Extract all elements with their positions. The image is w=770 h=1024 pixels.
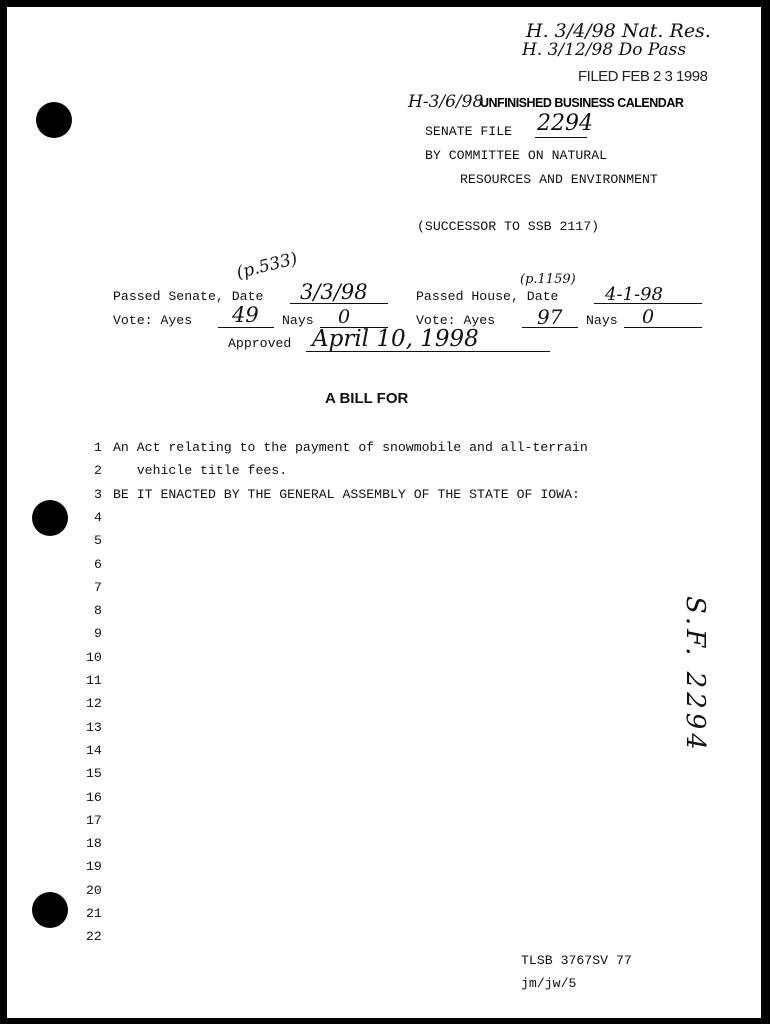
senate-file-underline — [535, 137, 587, 138]
line-number: 12 — [86, 696, 102, 712]
approved-label: Approved — [228, 336, 292, 351]
bill-text-line: An Act relating to the payment of snowmobile and all-terrain — [113, 440, 588, 455]
senate-file-number: 2294 — [537, 111, 593, 136]
successor-note: (SUCCESSOR TO SSB 2117) — [417, 219, 600, 234]
bill-heading: A BILL FOR — [325, 390, 409, 407]
senate-ayes: 49 — [232, 303, 259, 327]
line-number: 18 — [86, 836, 102, 852]
senate-file-label: SENATE FILE — [425, 124, 513, 139]
house-date: 4-1-98 — [605, 284, 663, 305]
sponsor-line-1: BY COMMITTEE ON NATURAL — [425, 148, 608, 163]
line-number: 4 — [94, 509, 102, 525]
house-vote-label: Vote: Ayes — [416, 313, 496, 328]
line-number: 14 — [86, 742, 102, 758]
passed-house-label: Passed House, Date — [416, 289, 559, 304]
house-nays: 0 — [642, 306, 655, 328]
senate-date: 3/3/98 — [300, 280, 368, 304]
document-page — [7, 7, 761, 1018]
line-number: 7 — [94, 579, 102, 595]
senate-date-underline — [290, 303, 388, 304]
punch-hole-bottom — [32, 892, 68, 928]
senate-vote-label: Vote: Ayes — [113, 313, 193, 328]
house-date-underline — [594, 303, 702, 304]
handwritten-note-do-pass: H. 3/12/98 Do Pass — [522, 40, 687, 60]
line-number: 21 — [86, 906, 102, 921]
approved-underline — [306, 351, 550, 352]
line-number: 19 — [86, 859, 102, 875]
unfinished-business-stamp: UNFINISHED BUSINESS CALENDAR — [480, 96, 684, 110]
line-number: 8 — [94, 603, 102, 619]
line-number: 3 — [94, 486, 102, 502]
house-ayes: 97 — [537, 305, 563, 329]
line-number: 10 — [86, 649, 102, 665]
line-number: 6 — [94, 556, 102, 572]
line-number: 20 — [86, 882, 102, 898]
line-number: 17 — [86, 812, 102, 828]
line-number: 22 — [86, 929, 102, 945]
line-number: 13 — [86, 719, 102, 735]
handwritten-note-committee: H. 3/4/98 Nat. Res. — [526, 20, 711, 42]
bill-text-line: vehicle title fees. — [113, 463, 288, 479]
approved-date: April 10, 1998 — [312, 326, 479, 352]
line-number: 5 — [94, 533, 102, 549]
line-number: 1 — [94, 440, 102, 455]
side-file-label: S.F. 2294 — [680, 596, 710, 754]
house-journal-page: (p.1159) — [520, 272, 576, 287]
house-nays-underline — [624, 327, 702, 328]
punch-hole-top — [36, 102, 72, 138]
passed-senate-label: Passed Senate, Date — [113, 289, 264, 304]
line-number: 16 — [86, 789, 102, 805]
filed-stamp: FILED FEB 2 3 1998 — [578, 68, 708, 85]
senate-nays: 0 — [338, 306, 351, 328]
house-ayes-underline — [522, 327, 578, 328]
punch-hole-middle — [32, 500, 68, 536]
bill-text-line: BE IT ENACTED BY THE GENERAL ASSEMBLY OF THE STATE OF IOWA: — [113, 486, 580, 502]
footer-initials: jm/jw/5 — [521, 976, 577, 991]
senate-ayes-underline — [218, 327, 274, 328]
line-number: 2 — [94, 463, 102, 479]
line-number: 9 — [94, 626, 102, 642]
line-number: 15 — [86, 766, 102, 782]
senate-nays-label: Nays — [282, 313, 314, 328]
senate-journal-page: (p.533) — [234, 248, 300, 284]
handwritten-note-unfinished-date: H-3/6/98 — [408, 92, 484, 112]
line-number: 11 — [86, 673, 102, 688]
house-nays-label: Nays — [586, 313, 618, 328]
footer-code: TLSB 3767SV 77 — [521, 953, 632, 968]
sponsor-line-2: RESOURCES AND ENVIRONMENT — [460, 172, 658, 187]
